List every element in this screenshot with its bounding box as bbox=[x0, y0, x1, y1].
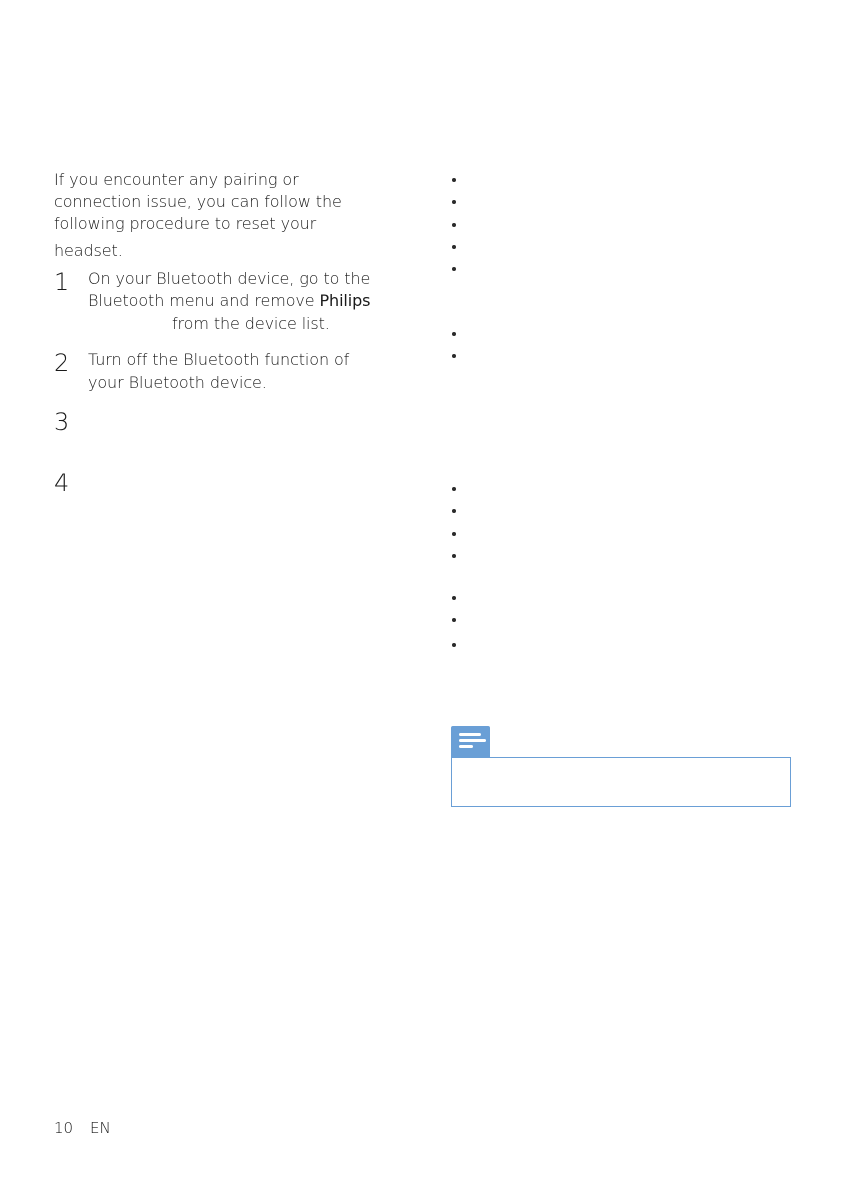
bullet-marker bbox=[452, 200, 456, 204]
bullet-marker bbox=[452, 332, 456, 336]
bullet-marker bbox=[452, 554, 456, 558]
bullet-marker bbox=[452, 643, 456, 647]
language-code: EN bbox=[90, 1119, 111, 1137]
bullet-marker bbox=[452, 532, 456, 536]
bullet-marker bbox=[452, 596, 456, 600]
note-icon bbox=[451, 726, 490, 757]
note-icon-line bbox=[459, 739, 486, 742]
note-icon-line bbox=[459, 745, 473, 748]
intro-line-2: connection issue, you can follow the bbox=[54, 192, 342, 211]
step-number: 4 bbox=[54, 469, 70, 497]
step-text-line: On your Bluetooth device, go to the bbox=[88, 269, 371, 288]
intro-line-1: If you encounter any pairing or bbox=[54, 170, 299, 189]
note-box bbox=[451, 757, 791, 807]
bullet-marker bbox=[452, 245, 456, 249]
bullet-marker bbox=[452, 487, 456, 491]
step-number: 2 bbox=[54, 349, 70, 377]
step-number: 3 bbox=[54, 408, 70, 436]
step-text-line: your Bluetooth device. bbox=[88, 373, 267, 392]
step-number: 1 bbox=[54, 268, 70, 296]
step-text-line bbox=[88, 290, 370, 312]
bullet-marker bbox=[452, 509, 456, 513]
bullet-marker bbox=[452, 267, 456, 271]
note-icon-line bbox=[459, 733, 481, 736]
step-text-line: Turn off the Bluetooth function of bbox=[88, 350, 350, 369]
intro-line-4: headset. bbox=[54, 241, 123, 260]
intro-line-3: following procedure to reset your bbox=[54, 214, 317, 233]
bullet-marker bbox=[452, 223, 456, 227]
step-text-segment: Bluetooth menu and remove bbox=[88, 291, 320, 310]
brand-name: Philips bbox=[319, 291, 371, 310]
step-text-line: from the device list. bbox=[172, 314, 330, 333]
bullet-marker bbox=[452, 354, 456, 358]
bullet-marker bbox=[452, 618, 456, 622]
page-number: 10 bbox=[54, 1119, 74, 1137]
bullet-marker bbox=[452, 178, 456, 182]
